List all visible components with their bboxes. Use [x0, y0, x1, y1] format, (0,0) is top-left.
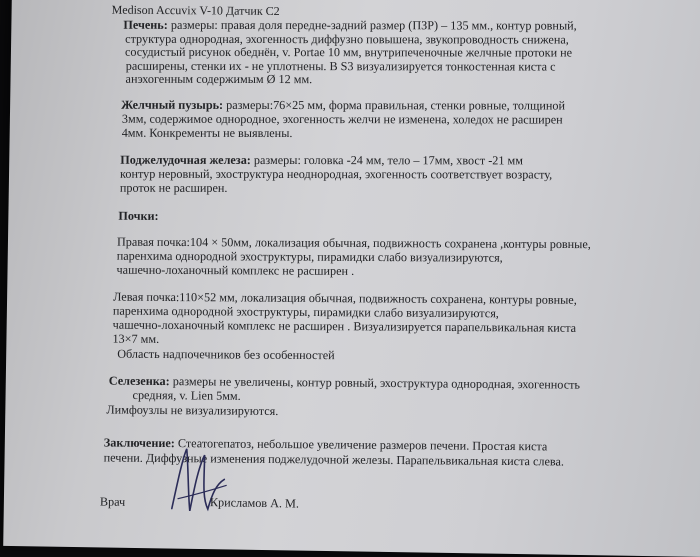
pancreas-text-1: размеры: головка -24 мм, тело – 17мм, хвост -21 мм — [250, 152, 523, 168]
adrenal-line: Область надпочечников без особенностей — [117, 346, 335, 363]
conclusion-line-2: печени. Диффузные изменения поджелудочной железы. Парапельвикальная киста слева. — [103, 450, 565, 469]
pancreas-line-2: контур неровный, эхоструктура неоднородная, эхогенность соответствует возрасту, — [120, 166, 553, 182]
liver-line-2: структура однородная, эхогенность диффузно повышена, звукопроводность снижена, — [125, 31, 569, 47]
left-kidney-line-4: 13×7 мм. — [112, 331, 160, 346]
liver-line-4: расширены, стенки их - не уплотнены. В S3 визуализируется тонкостенная киста с — [125, 58, 556, 74]
doctor-role: Врач — [99, 494, 126, 509]
liver-label: Печень: — [123, 17, 168, 32]
pancreas-line-3: проток не расширен. — [119, 180, 228, 195]
gallbladder-line-3: 4мм. Конкременты не выявлены. — [121, 125, 293, 141]
conclusion-text-1: Стеатогепатоз, небольшое увеличение размеров печени. Простая киста — [174, 436, 548, 454]
right-kidney-line-3: чашечно-лоханочный комплекс не расширен . — [116, 262, 355, 278]
gallbladder-line-2: 3мм, содержимое однородное, эхогенность желчи не изменена, холедох не расширен — [121, 111, 563, 127]
header-device-line: Medison Accuvix V-10 Датчик C2 — [111, 2, 280, 19]
left-kidney-line-3: чашечно-лоханочный комплекс не расширен . Визуализируется парапельвикальная киста — [112, 317, 577, 335]
pancreas-label: Поджелудочная железа: — [120, 152, 251, 167]
gallbladder-line-1 — [121, 99, 565, 113]
report-page — [3, 0, 700, 557]
left-kidney-line-1: Левая почка:110×52 мм, локализация обычная, подвижность сохранена, контуры ровные, — [113, 289, 577, 307]
gallbladder-text-1: размеры:76×25 мм, форма правильная, стенки ровные, толщиной — [223, 97, 566, 113]
spleen-line-2: средняя, v. Lien 5мм. — [132, 387, 241, 403]
spleen-text-1: размеры не увеличены, контур ровный, эхоструктура однородная, эхогенность — [169, 374, 581, 392]
liver-text-1: размеры: правая доля передне-задний размер (ПЗР) – 135 мм., контур ровный, — [167, 17, 577, 33]
lymph-line: Лимфоузлы не визуализируются. — [106, 402, 279, 419]
kidneys-label: Почки: — [118, 208, 159, 223]
gallbladder-label: Желчный пузырь: — [121, 97, 224, 112]
left-kidney-line-2: паренхима однородной эхоструктуры, пирамидки слабо визуализируются, — [112, 303, 499, 321]
right-kidney-line-1: Правая почка:104 × 50мм, локализация обычная, подвижность сохранена ,контуры ровные, — [116, 234, 591, 252]
liver-line-5: анэхогенным содержимым Ø 12 мм. — [125, 71, 313, 87]
pancreas-line-1 — [120, 154, 523, 168]
liver-line-3: сосудистый рисунок обеднён, v. Portae 10 мм, внутрипеченочные желчные протоки не — [124, 44, 573, 60]
right-kidney-line-2: паренхима однородной эхоструктуры, пирамидки слабо визуализируются, — [116, 248, 503, 265]
conclusion-label: Заключение: — [103, 435, 175, 451]
liver-line-1 — [123, 19, 576, 33]
doctor-name: Крисламов А. М. — [209, 495, 300, 511]
spleen-label: Селезенка: — [108, 373, 170, 389]
